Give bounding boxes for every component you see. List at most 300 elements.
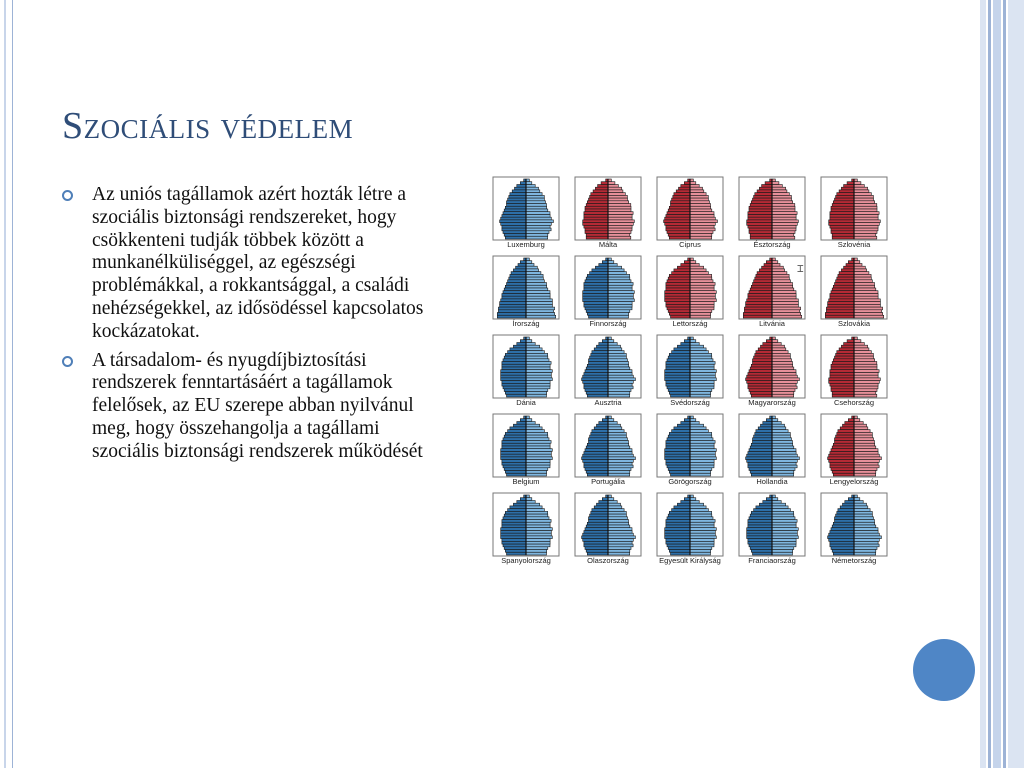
pyramid-bar-female bbox=[608, 392, 630, 395]
left-frame-border bbox=[0, 0, 13, 768]
pyramid-bar-male bbox=[665, 452, 690, 455]
pyramid-bar-male bbox=[587, 443, 608, 446]
pyramid-bar-male bbox=[599, 343, 608, 346]
pyramid-bar-female bbox=[854, 441, 875, 444]
pyramid-bar-female bbox=[608, 383, 632, 386]
pyramid-bar-male bbox=[847, 340, 854, 343]
pyramid-bar-male bbox=[520, 498, 526, 501]
pyramid-bar-female bbox=[690, 348, 706, 351]
pyramid-bar-female bbox=[608, 544, 633, 547]
pyramid-bar-female bbox=[690, 509, 708, 512]
bullet-icon bbox=[62, 190, 73, 201]
pyramid-bar-female bbox=[690, 215, 714, 218]
pyramid-bar-female bbox=[854, 261, 860, 264]
pyramid-bar-male bbox=[669, 471, 690, 474]
pyramid-chart bbox=[492, 176, 560, 242]
pyramid-bar-female bbox=[772, 269, 785, 272]
pyramid-bar-male bbox=[671, 552, 691, 555]
pyramid-bar-female bbox=[690, 392, 711, 395]
pyramid-bar-male bbox=[507, 283, 527, 286]
pyramid-bar-male bbox=[829, 223, 854, 226]
pyramid-bar-male bbox=[831, 386, 854, 389]
pyramid-label: Luxemburg bbox=[507, 240, 545, 249]
pyramid-bar-male bbox=[833, 285, 854, 288]
pyramid-bar-male bbox=[748, 225, 772, 228]
pyramid-bar-male bbox=[666, 362, 690, 365]
pyramid-bar-male bbox=[843, 424, 855, 427]
pyramid-bar-male bbox=[584, 452, 608, 455]
pyramid-bar-female bbox=[690, 438, 713, 441]
pyramid-bar-male bbox=[826, 310, 854, 313]
pyramid-bar-male bbox=[666, 520, 690, 523]
pyramid-bar-female bbox=[854, 370, 879, 373]
pyramid-bar-female bbox=[772, 231, 795, 234]
pyramid-bar-female bbox=[608, 419, 614, 422]
pyramid-bar-male bbox=[832, 288, 854, 291]
pyramid-bar-male bbox=[583, 375, 608, 378]
pyramid-bar-female bbox=[772, 217, 796, 220]
pyramid-bar-female bbox=[608, 269, 624, 272]
pyramid-bar-male bbox=[504, 389, 526, 392]
pyramid-bar-female bbox=[854, 522, 875, 525]
pyramid-bar-female bbox=[608, 182, 615, 185]
pyramid-bar-female bbox=[526, 435, 548, 438]
pyramid-bar-female bbox=[854, 187, 868, 190]
pyramid-bar-male bbox=[829, 220, 854, 223]
pyramid-bar-male bbox=[501, 533, 526, 536]
pyramid-bar-female bbox=[526, 291, 550, 294]
pyramid-bar-female bbox=[854, 307, 883, 310]
pyramid-bar-male bbox=[502, 383, 526, 386]
pyramid-bar-male bbox=[757, 190, 772, 193]
pyramid-bar-female bbox=[608, 195, 627, 198]
pyramid-bar-female bbox=[772, 381, 797, 384]
pyramid-bar-male bbox=[666, 460, 690, 463]
pyramid-bar-female bbox=[690, 443, 714, 446]
pyramid-label: Szlovénia bbox=[837, 240, 871, 249]
pyramid-bar-male bbox=[748, 541, 772, 544]
pyramid-bar-male bbox=[841, 345, 854, 348]
pyramid-bar-male bbox=[516, 266, 526, 269]
pyramid-bar-male bbox=[845, 501, 854, 504]
pyramid-bar-female bbox=[608, 362, 629, 365]
pyramid-bar-female bbox=[690, 550, 711, 553]
pyramid-bar-female bbox=[690, 525, 714, 528]
pyramid-bar-female bbox=[772, 539, 796, 542]
pyramid-bar-male bbox=[595, 187, 608, 190]
pyramid-bar-male bbox=[583, 291, 608, 294]
pyramid-bar-female bbox=[608, 340, 614, 343]
pyramid-bar-female bbox=[690, 187, 703, 190]
pyramid-bar-female bbox=[526, 460, 550, 463]
pyramid-bar-male bbox=[668, 547, 690, 550]
pyramid-bar-female bbox=[772, 277, 789, 280]
pyramid-bar-female bbox=[772, 359, 792, 362]
pyramid-bar-female bbox=[690, 435, 712, 438]
pyramid-bar-female bbox=[772, 353, 790, 356]
pyramid-bar-female bbox=[690, 217, 715, 220]
pyramid-bar-female bbox=[690, 299, 716, 302]
pyramid-bar-female bbox=[608, 517, 628, 520]
pyramid-bar-female bbox=[854, 351, 871, 354]
pyramid-bar-male bbox=[746, 304, 772, 307]
pyramid-label: Spanyolország bbox=[501, 556, 551, 565]
pyramid-bar-female bbox=[690, 236, 712, 239]
pyramid-bar-male bbox=[584, 212, 608, 215]
pyramid-bar-male bbox=[501, 373, 526, 376]
pyramid-bar-male bbox=[509, 195, 526, 198]
pyramid-bar-male bbox=[666, 228, 690, 231]
pyramid-bar-female bbox=[772, 182, 779, 185]
pyramid-label: Szlovákia bbox=[837, 319, 871, 328]
pyramid-bar-female bbox=[526, 315, 556, 318]
pyramid-bar-male bbox=[585, 209, 608, 212]
pyramid-bar-female bbox=[608, 201, 629, 204]
pyramid-bar-female bbox=[854, 394, 877, 397]
pyramid-bar-male bbox=[766, 419, 772, 422]
pyramid-bar-female bbox=[854, 356, 874, 359]
pyramid-bar-female bbox=[608, 522, 629, 525]
pyramid-bar-female bbox=[526, 419, 532, 422]
pyramid-bar-female bbox=[526, 340, 532, 343]
pyramid-bar-male bbox=[507, 394, 527, 397]
pyramid-bar-male bbox=[831, 291, 854, 294]
pyramid-bar-male bbox=[677, 266, 690, 269]
pyramid-bar-female bbox=[608, 283, 633, 286]
pyramid-bar-male bbox=[667, 386, 690, 389]
pyramid-bar-male bbox=[502, 541, 526, 544]
pyramid-bar-female bbox=[854, 473, 876, 476]
pyramid-bar-male bbox=[831, 547, 854, 550]
population-pyramid bbox=[574, 334, 642, 412]
pyramid-bar-female bbox=[608, 501, 617, 504]
pyramid-bar-female bbox=[608, 525, 630, 528]
pyramid-bar-female bbox=[772, 234, 794, 237]
pyramid-label: Franciaország bbox=[748, 556, 796, 565]
pyramid-bar-female bbox=[526, 443, 550, 446]
pyramid-bar-female bbox=[690, 225, 714, 228]
pyramid-bar-male bbox=[501, 531, 526, 534]
pyramid-bar-female bbox=[608, 285, 632, 288]
pyramid-bar-female bbox=[526, 454, 551, 457]
pyramid-bar-female bbox=[772, 528, 798, 531]
pyramid-bar-female bbox=[526, 449, 552, 452]
pyramid-bar-male bbox=[669, 206, 690, 209]
pyramid-bar-male bbox=[585, 449, 608, 452]
pyramid-bar-female bbox=[772, 522, 796, 525]
pyramid-bar-female bbox=[854, 547, 877, 550]
pyramid-bar-female bbox=[854, 454, 879, 457]
pyramid-bar-male bbox=[668, 310, 690, 313]
pyramid-bar-female bbox=[690, 383, 714, 386]
pyramid-bar-female bbox=[608, 541, 632, 544]
pyramid-bar-female bbox=[854, 220, 880, 223]
pyramid-bar-male bbox=[510, 427, 526, 430]
pyramid-bar-female bbox=[526, 547, 548, 550]
pyramid-bar-male bbox=[756, 430, 772, 433]
pyramid-bar-female bbox=[772, 509, 790, 512]
pyramid-bar-male bbox=[750, 446, 772, 449]
pyramid-bar-female bbox=[854, 375, 878, 378]
pyramid-bar-male bbox=[743, 315, 772, 318]
pyramid-bar-male bbox=[589, 517, 609, 520]
pyramid-bar-male bbox=[756, 506, 772, 509]
pyramid-bar-female bbox=[854, 217, 878, 220]
pyramid-bar-male bbox=[749, 228, 772, 231]
pyramid-bar-male bbox=[591, 353, 608, 356]
pyramid-bar-male bbox=[501, 223, 526, 226]
pyramid-bar-male bbox=[583, 223, 608, 226]
pyramid-chart bbox=[492, 413, 560, 479]
pyramid-bar-male bbox=[759, 269, 772, 272]
pyramid-bar-male bbox=[585, 389, 608, 392]
pyramid-bar-male bbox=[748, 452, 772, 455]
pyramid-bar-male bbox=[593, 190, 608, 193]
pyramid-bar-female bbox=[772, 285, 793, 288]
pyramid-bar-male bbox=[749, 291, 772, 294]
population-pyramid bbox=[820, 176, 888, 254]
pyramid-bar-female bbox=[854, 506, 868, 509]
pyramid-bar-male bbox=[587, 522, 608, 525]
pyramid-bar-male bbox=[665, 294, 690, 297]
population-pyramid bbox=[738, 492, 806, 570]
pyramid-bar-male bbox=[503, 438, 526, 441]
pyramid-bar-female bbox=[772, 236, 795, 239]
pyramid-bar-male bbox=[830, 462, 854, 465]
pyramid-bar-male bbox=[508, 351, 526, 354]
pyramid-bar-male bbox=[837, 432, 854, 435]
pyramid-bar-female bbox=[854, 381, 879, 384]
pyramid-bar-male bbox=[513, 345, 526, 348]
pyramid-bar-female bbox=[772, 299, 798, 302]
pyramid-bar-female bbox=[526, 539, 550, 542]
pyramid-bar-male bbox=[502, 225, 526, 228]
pyramid-bar-male bbox=[666, 441, 690, 444]
pyramid-bar-male bbox=[831, 367, 854, 370]
pyramid-bar-female bbox=[526, 198, 544, 201]
pyramid-bar-male bbox=[754, 195, 772, 198]
pyramid-bar-female bbox=[854, 236, 877, 239]
pyramid-bar-male bbox=[669, 392, 690, 395]
pyramid-bar-male bbox=[681, 343, 690, 346]
pyramid-bar-male bbox=[520, 182, 526, 185]
pyramid-bar-female bbox=[526, 452, 551, 455]
pyramid-bar-male bbox=[504, 547, 526, 550]
pyramid-bar-male bbox=[839, 348, 854, 351]
pyramid-bar-male bbox=[505, 550, 526, 553]
pyramid-bar-female bbox=[526, 185, 535, 188]
pyramid-bar-male bbox=[502, 296, 526, 299]
pyramid-bar-female bbox=[608, 345, 621, 348]
pyramid-bar-male bbox=[502, 460, 526, 463]
pyramid-bar-male bbox=[501, 454, 526, 457]
pyramid-bar-female bbox=[526, 498, 532, 501]
pyramid-bar-male bbox=[502, 539, 526, 542]
pyramid-bar-female bbox=[608, 236, 631, 239]
pyramid-bar-male bbox=[684, 261, 690, 264]
pyramid-bar-female bbox=[608, 190, 623, 193]
pyramid-bar-male bbox=[749, 231, 772, 234]
pyramid-bar-male bbox=[832, 471, 854, 474]
pyramid-bar-male bbox=[501, 536, 526, 539]
pyramid-bar-male bbox=[829, 299, 854, 302]
pyramid-bar-male bbox=[584, 302, 608, 305]
pyramid-bar-female bbox=[690, 468, 712, 471]
pyramid-bar-male bbox=[584, 285, 608, 288]
pyramid-bar-male bbox=[841, 187, 854, 190]
pyramid-bar-female bbox=[690, 552, 711, 555]
pyramid-bar-female bbox=[772, 315, 802, 318]
pyramid-label: Finnország bbox=[589, 319, 627, 328]
pyramid-bar-female bbox=[772, 280, 790, 283]
pyramid-bar-female bbox=[526, 378, 552, 381]
pyramid-bar-male bbox=[755, 277, 772, 280]
pyramid-bar-male bbox=[751, 473, 772, 476]
pyramid-bar-male bbox=[667, 307, 690, 310]
pyramid-bar-male bbox=[832, 362, 854, 365]
pyramid-bar-male bbox=[585, 228, 608, 231]
pyramid-bar-female bbox=[690, 209, 712, 212]
pyramid-bar-male bbox=[498, 310, 526, 313]
pyramid-bar-female bbox=[526, 468, 548, 471]
pyramid-bar-female bbox=[772, 195, 791, 198]
pyramid-bar-female bbox=[690, 193, 706, 196]
pyramid-bar-female bbox=[772, 223, 797, 226]
pyramid-bar-male bbox=[502, 522, 526, 525]
population-pyramid-grid bbox=[490, 176, 894, 572]
pyramid-bar-female bbox=[526, 392, 547, 395]
pyramid-bar-male bbox=[500, 220, 526, 223]
pyramid-bar-female bbox=[772, 190, 787, 193]
pyramid-bar-female bbox=[854, 288, 876, 291]
pyramid-bar-male bbox=[753, 441, 773, 444]
pyramid-bar-male bbox=[754, 356, 772, 359]
pyramid-bar-male bbox=[835, 438, 855, 441]
pyramid-bar-male bbox=[844, 343, 854, 346]
pyramid-bar-male bbox=[665, 370, 690, 373]
pyramid-bar-male bbox=[583, 296, 608, 299]
pyramid-bar-male bbox=[507, 201, 527, 204]
pyramid-bar-female bbox=[690, 375, 715, 378]
pyramid-bar-male bbox=[765, 182, 772, 185]
pyramid-bar-female bbox=[526, 446, 550, 449]
pyramid-bar-female bbox=[854, 204, 877, 207]
pyramid-bar-male bbox=[508, 509, 526, 512]
pyramid-bar-female bbox=[854, 277, 871, 280]
pyramid-bar-female bbox=[526, 313, 555, 316]
pyramid-bar-male bbox=[592, 509, 608, 512]
pyramid-bar-male bbox=[498, 307, 526, 310]
pyramid-bar-male bbox=[671, 204, 691, 207]
pyramid-bar-female bbox=[690, 353, 712, 356]
pyramid-label: Görögország bbox=[668, 477, 712, 486]
pyramid-bar-male bbox=[747, 454, 772, 457]
pyramid-bar-male bbox=[668, 435, 690, 438]
pyramid-bar-male bbox=[668, 468, 690, 471]
pyramid-label: Hollandia bbox=[756, 477, 788, 486]
population-pyramid bbox=[492, 176, 560, 254]
pyramid-bar-female bbox=[772, 187, 786, 190]
pyramid-bar-female bbox=[772, 547, 794, 550]
pyramid-bar-female bbox=[854, 364, 877, 367]
pyramid-bar-male bbox=[841, 269, 854, 272]
pyramid-bar-male bbox=[684, 419, 690, 422]
pyramid-bar-male bbox=[825, 313, 854, 316]
pyramid-bar-male bbox=[586, 471, 608, 474]
pyramid-bar-male bbox=[668, 209, 690, 212]
pyramid-bar-male bbox=[597, 424, 609, 427]
pyramid-bar-male bbox=[830, 373, 854, 376]
pyramid-bar-male bbox=[587, 552, 608, 555]
pyramid-bar-female bbox=[608, 373, 632, 376]
pyramid-bar-male bbox=[585, 370, 608, 373]
pyramid-bar-male bbox=[837, 193, 854, 196]
pyramid-bar-female bbox=[690, 310, 712, 313]
pyramid-bar-male bbox=[750, 367, 772, 370]
pyramid-bar-male bbox=[831, 231, 854, 234]
pyramid-bar-male bbox=[501, 299, 526, 302]
pyramid-bar-male bbox=[836, 353, 854, 356]
pyramid-bar-female bbox=[526, 217, 551, 220]
pyramid-bar-female bbox=[854, 313, 883, 316]
pyramid-label: Lengyelország bbox=[829, 477, 879, 486]
pyramid-bar-male bbox=[591, 432, 608, 435]
pyramid-bar-male bbox=[665, 296, 690, 299]
pyramid-bar-male bbox=[835, 517, 855, 520]
right-frame-stripes bbox=[980, 0, 1024, 768]
pyramid-bar-male bbox=[749, 389, 772, 392]
pyramid-bar-male bbox=[832, 446, 854, 449]
pyramid-bar-female bbox=[854, 462, 878, 465]
pyramid-bar-male bbox=[674, 348, 690, 351]
pyramid-bar-female bbox=[690, 419, 696, 422]
pyramid-bar-male bbox=[592, 269, 608, 272]
pyramid-bar-male bbox=[665, 223, 690, 226]
pyramid-bar-male bbox=[665, 454, 690, 457]
pyramid-bar-female bbox=[608, 304, 632, 307]
pyramid-bar-male bbox=[503, 465, 526, 468]
pyramid-bar-male bbox=[666, 285, 690, 288]
pyramid-bar-female bbox=[526, 424, 540, 427]
pyramid-bar-male bbox=[757, 272, 772, 275]
pyramid-label: Magyarország bbox=[748, 398, 796, 407]
pyramid-bar-male bbox=[587, 364, 608, 367]
pyramid-bar-female bbox=[690, 212, 714, 215]
pyramid-bar-male bbox=[748, 465, 772, 468]
pyramid-bar-female bbox=[608, 514, 626, 517]
pyramid-bar-female bbox=[690, 201, 710, 204]
pyramid-bar-female bbox=[690, 389, 712, 392]
pyramid-bar-male bbox=[759, 187, 772, 190]
pyramid-bar-female bbox=[854, 552, 876, 555]
pyramid-bar-female bbox=[772, 215, 796, 218]
pyramid-bar-female bbox=[526, 299, 552, 302]
bullet-list bbox=[62, 184, 447, 470]
pyramid-bar-female bbox=[854, 525, 876, 528]
pyramid-bar-male bbox=[838, 509, 854, 512]
pyramid-bar-female bbox=[608, 462, 632, 465]
pyramid-bar-female bbox=[608, 296, 633, 299]
pyramid-bar-female bbox=[690, 506, 706, 509]
pyramid-bar-female bbox=[854, 432, 872, 435]
pyramid-bar-male bbox=[753, 359, 773, 362]
pyramid-bar-female bbox=[526, 274, 543, 277]
pyramid-bar-female bbox=[772, 468, 795, 471]
pyramid-bar-male bbox=[597, 503, 609, 506]
pyramid-bar-female bbox=[854, 223, 879, 226]
pyramid-bar-female bbox=[526, 261, 532, 264]
pyramid-bar-male bbox=[672, 272, 690, 275]
